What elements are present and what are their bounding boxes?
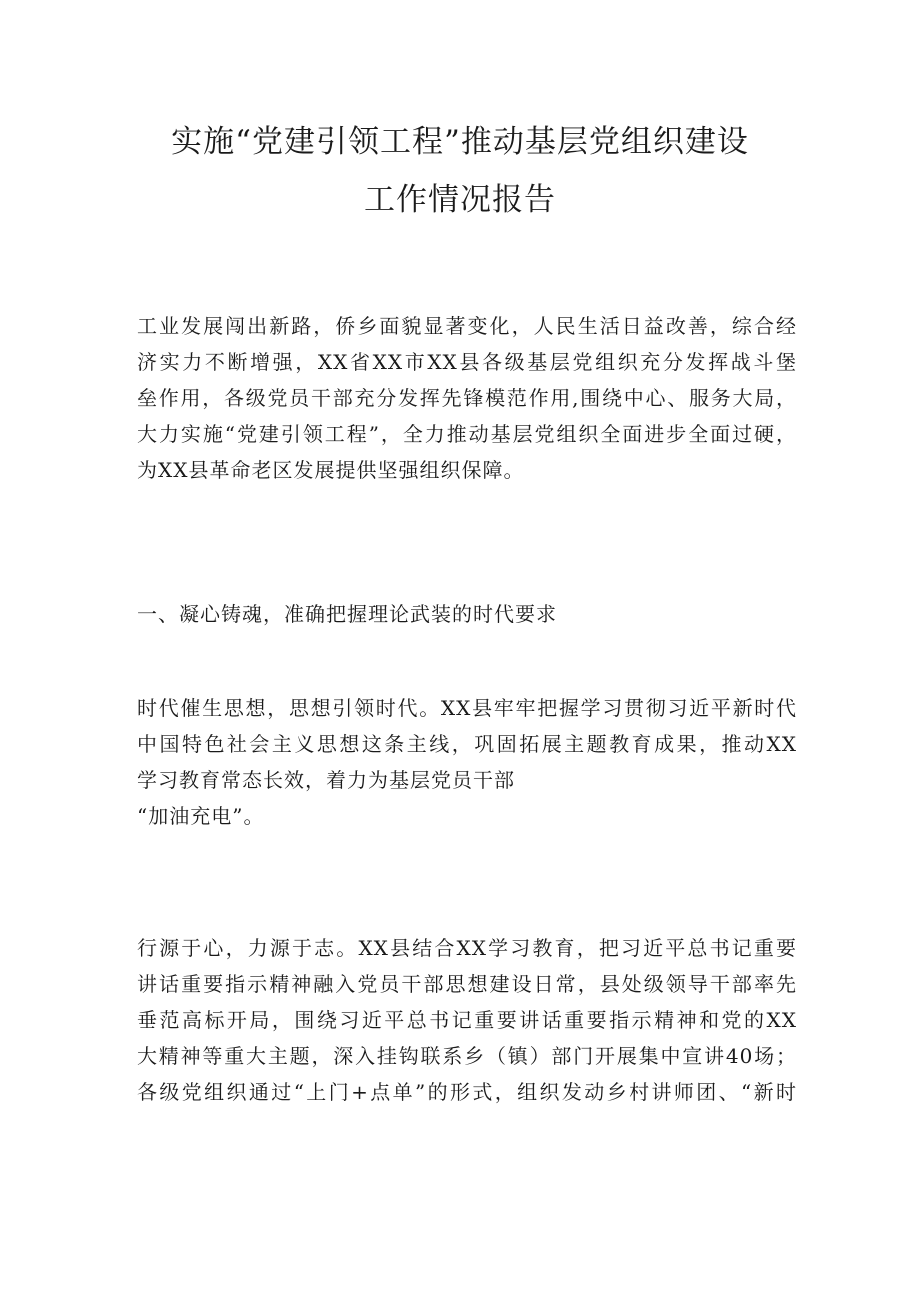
paragraph-line: 学习教育常态长效，着力为基层党员干部: [137, 768, 515, 792]
paragraph-line: “加油充电”。: [137, 804, 265, 828]
document-title-line-1: 实施“党建引领工程”推动基层党组织建设: [171, 124, 749, 160]
paragraph-line: 垒作用，各级党员干部充分发挥先锋模范作用,围绕中心、服务大局，: [137, 386, 797, 410]
paragraph-line: 为XX县革命老区发展提供坚强组织保障。: [137, 458, 525, 482]
paragraph-line: 工业发展闯出新路，侨乡面貌显著变化，人民生活日益改善，综合经: [137, 314, 797, 338]
paragraph-line: 大力实施“党建引领工程”，全力推动基层党组织全面进步全面过硬，: [137, 422, 797, 446]
paragraph-line: 讲话重要指示精神融入党员干部思想建设日常，县处级领导干部率先: [137, 972, 797, 996]
section-paragraph: [137, 930, 797, 1110]
paragraph-line: 时代催生思想，思想引领时代。XX县牢牢把握学习贯彻习近平新时代: [137, 696, 797, 720]
paragraph-line: 济实力不断增强，XX省XX市XX县各级基层党组织充分发挥战斗堡: [137, 350, 797, 374]
intro-paragraph: [137, 308, 797, 488]
section-heading-text: 一、凝心铸魂，准确把握理论武装的时代要求: [137, 602, 557, 626]
document-title-line-2: 工作情况报告: [364, 182, 556, 218]
paragraph-line: 各级党组织通过“上门+点单”的形式，组织发动乡村讲师团、“新时: [137, 1080, 797, 1104]
paragraph-line: 行源于心，力源于志。XX县结合XX学习教育，把习近平总书记重要: [137, 936, 797, 960]
section-heading: [137, 596, 797, 632]
paragraph-line: 中国特色社会主义思想这条主线，巩固拓展主题教育成果，推动XX: [137, 732, 797, 756]
paragraph-line: 大精神等重大主题，深入挂钩联系乡（镇）部门开展集中宣讲40场；: [137, 1044, 797, 1068]
paragraph-line: 垂范高标开局，围绕习近平总书记重要讲话重要指示精神和党的XX: [137, 1008, 797, 1032]
section-paragraph: [137, 690, 797, 834]
